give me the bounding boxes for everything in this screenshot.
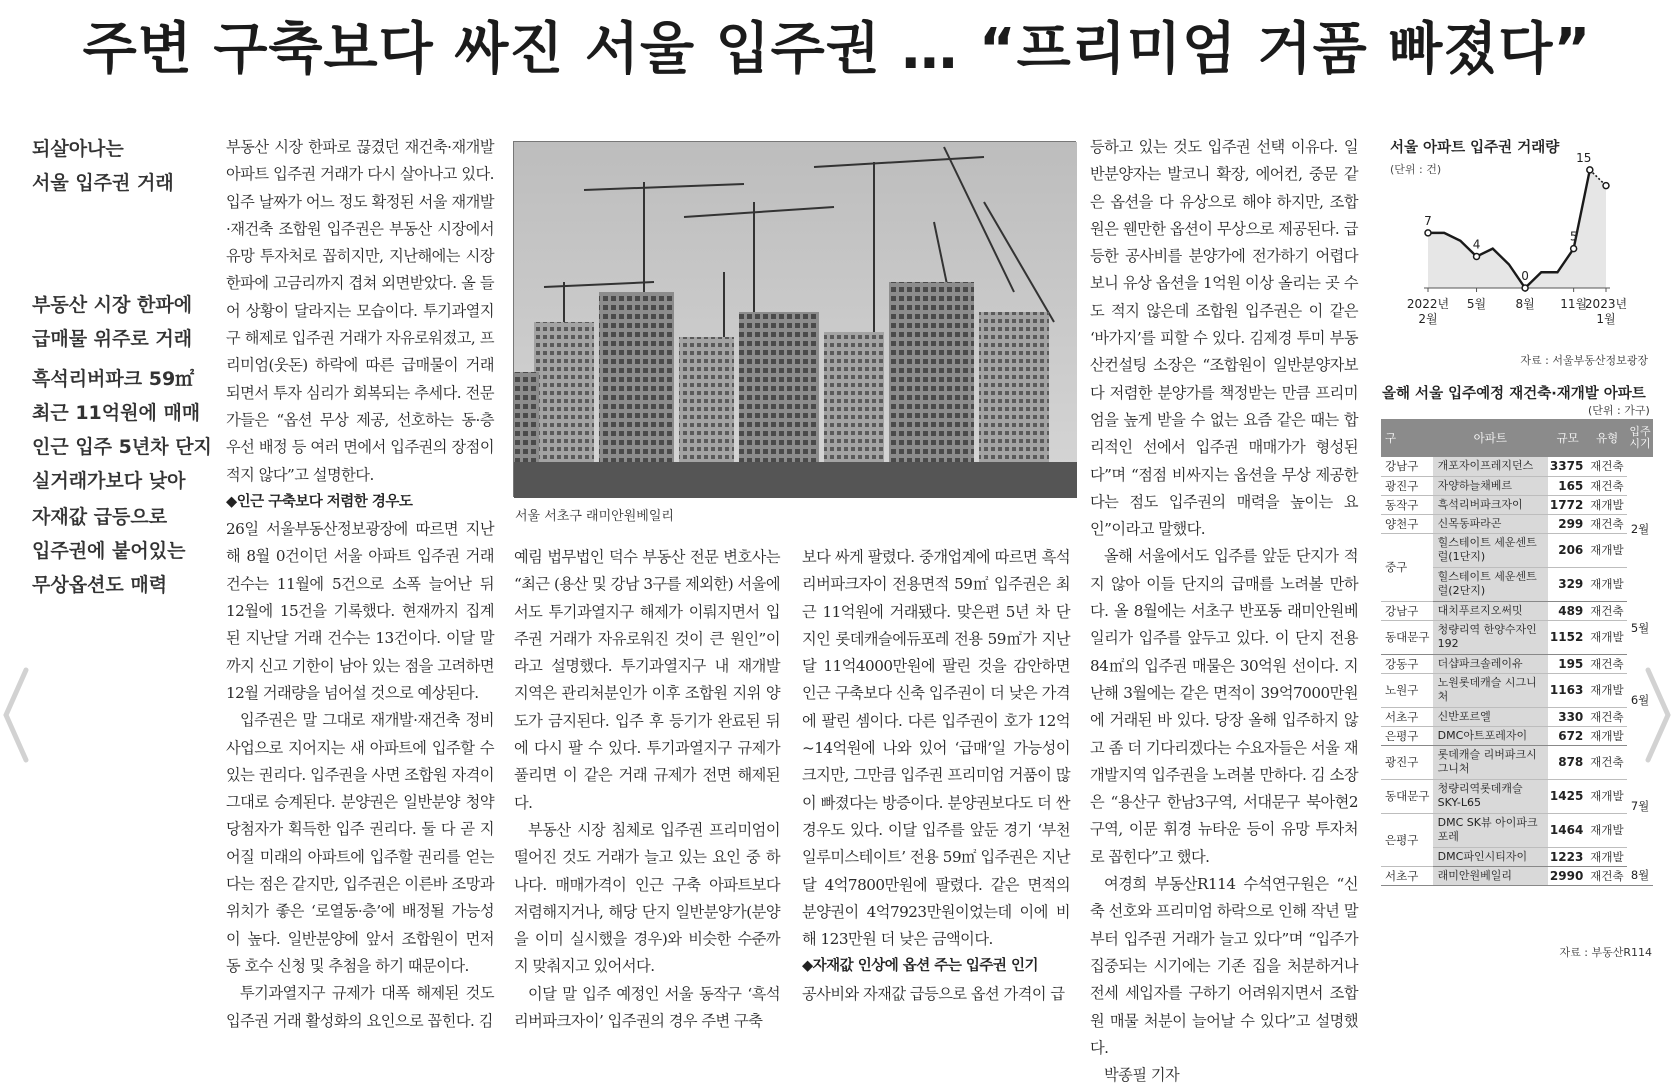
project-type-cell: 재개발 bbox=[1587, 847, 1627, 866]
project-type-cell: 재건축 bbox=[1587, 745, 1627, 779]
sidebar-line: 무상옵션도 매력 bbox=[32, 574, 168, 596]
article-paragraph: 보다 싸게 팔렸다. 중개업계에 따르면 흑석리버파크자이 전용면적 59㎡ 입주권은 최근 11억원에 거래됐다. 맞은편 5년 차 단지인 롯데캐슬에듀포레 전용 59㎡가 지난달 11억4000만원에 팔린 것을 감안하면 인근 구축보다 신축 입주권이 더 낮은 가격에 팔린 셈이다. 다른 입주권이 호가 12억~14억원에 나와 있어 ‘급매’일 가능성이 크지만, 그만큼 입주권 프리미엄 거품이 많이 빠졌다는 방증이다. 분양권보다도 더 싼 경우도 있다. 이달 입주를 앞둔 경기 ‘부천일루미스테이트’ 전용 59㎡ 입주권은 지난달 4억7800만원에 팔렸다. 같은 면적의 분양권이 4억7923만원이었는데 이에 비해 123만원 더 낮은 금액이다. bbox=[802, 548, 1070, 949]
x-tick-label: 1월 bbox=[1596, 312, 1616, 326]
apartment-name-cell: DMC아트포레자이 bbox=[1433, 726, 1548, 745]
sidebar-line: 되살아나는 bbox=[32, 138, 124, 160]
sidebar-line: 부동산 시장 한파에 bbox=[32, 294, 193, 316]
article-subheading: ◆자재값 인상에 옵션 주는 입주권 인기 bbox=[802, 958, 1038, 975]
household-count-cell: 1464 bbox=[1548, 813, 1587, 847]
apartment-name-cell: 청량리역롯데캐슬 SKY-L65 bbox=[1433, 779, 1548, 813]
byline: 박종필 기자 bbox=[1104, 1066, 1180, 1085]
next-arrow-icon[interactable] bbox=[1644, 660, 1674, 770]
trade-volume-chart bbox=[1382, 136, 1652, 376]
table-header-row bbox=[1381, 419, 1653, 457]
table-row bbox=[1381, 745, 1653, 779]
household-count-cell: 299 bbox=[1548, 514, 1587, 533]
household-count-cell: 206 bbox=[1548, 533, 1587, 567]
district-cell: 노원구 bbox=[1381, 673, 1433, 707]
chart-source: 자료 : 서울부동산정보광장 bbox=[1520, 354, 1648, 367]
project-type-cell: 재건축 bbox=[1587, 654, 1627, 673]
move-in-month-cell: 7월 bbox=[1630, 798, 1650, 813]
project-type-cell: 재개발 bbox=[1587, 779, 1627, 813]
table-row bbox=[1381, 601, 1653, 620]
district-cell: 서초구 bbox=[1381, 866, 1433, 885]
project-type-cell: 재개발 bbox=[1587, 620, 1627, 654]
apartment-name-cell: 노원롯데캐슬 시그니처 bbox=[1433, 673, 1548, 707]
household-count-cell: 1772 bbox=[1548, 495, 1587, 514]
article-paragraph: 예림 법무법인 덕수 부동산 전문 변호사는 “최근 (용산 및 강남 3구를 제외한) 서울에서도 투기과열지구 해제가 이뤄지면서 입주권 거래가 자유로워진 것이 큰 원인”이라고 설명했다. 투기과열지구 내 재개발 지역은 관리처분인가 이후 조합원 지위 양도가 금지된다. 입주 후 등기가 완료된 뒤에 다시 팔 수 있다. 투기과열지구 규제가 풀리면 이 같은 거래 규제가 전면 해제된다. bbox=[514, 548, 780, 812]
apartment-name-cell: 개포자이프레지던스 bbox=[1433, 457, 1548, 476]
household-count-cell: 329 bbox=[1548, 567, 1587, 601]
project-type-cell: 재개발 bbox=[1587, 813, 1627, 847]
data-point bbox=[1587, 167, 1593, 173]
table-row bbox=[1381, 726, 1653, 745]
article-column-1 bbox=[226, 134, 494, 1030]
apartment-name-cell: 신목동파라곤 bbox=[1433, 514, 1548, 533]
household-count-cell: 1163 bbox=[1548, 673, 1587, 707]
table-row bbox=[1381, 707, 1653, 726]
apartment-name-cell: 더샵파크솔레이유 bbox=[1433, 654, 1548, 673]
sidebar-line: 인근 입주 5년차 단지 bbox=[32, 436, 212, 458]
article-column-4 bbox=[1090, 134, 1358, 1085]
x-tick-label: 11월 bbox=[1560, 297, 1588, 311]
apartment-name-cell: 신반포르엘 bbox=[1433, 707, 1548, 726]
apartment-name-cell: 롯데캐슬 리버파크시그니처 bbox=[1433, 745, 1548, 779]
sidebar-line: 자재값 급등으로 bbox=[32, 506, 168, 528]
district-cell: 광진구 bbox=[1381, 745, 1433, 779]
article-paragraph: 부동산 시장 침체로 입주권 프리미엄이 떨어진 것도 거래가 늘고 있는 요인 중 하나다. 매매가격이 인근 구축 아파트보다 저렴해지거나, 해당 단지 일반분양가(분양을 이미 실시했을 경우)와 비슷한 수준까지 맞춰지고 있어서다. bbox=[514, 820, 780, 976]
chart-unit: (단위 : 건) bbox=[1390, 163, 1442, 176]
household-count-cell: 1152 bbox=[1548, 620, 1587, 654]
article-paragraph: 입주권은 말 그대로 재개발·재건축 정비사업으로 지어지는 새 아파트에 입주할 수 있는 권리다. 입주권을 사면 조합원 자격이 그대로 승계된다. 분양권은 일반분양 청약 당첨자가 획득한 입주 권리다. 둘 다 곧 지어질 미래의 아파트에 입주할 권리를 얻는다는 점은 같지만, 입주권은 이른바 조망과 위치가 좋은 ‘로열동·층’에 배정될 가능성이 높다. 일반분양에 앞서 조합원이 먼저 동 호수 신청 및 추첨을 하기 때문이다. bbox=[226, 711, 494, 975]
table-row bbox=[1381, 495, 1653, 514]
table-row bbox=[1381, 514, 1653, 533]
apartment-table bbox=[1381, 419, 1653, 886]
project-type-cell: 재건축 bbox=[1587, 457, 1627, 476]
project-type-cell: 재건축 bbox=[1587, 866, 1627, 885]
data-label: 15 bbox=[1576, 150, 1592, 165]
article-paragraph: 투기과열지구 규제가 대폭 해제된 것도 입주권 거래 활성화의 요인으로 꼽힌다. 김 bbox=[226, 984, 494, 1030]
household-count-cell: 672 bbox=[1548, 726, 1587, 745]
project-type-cell: 재개발 bbox=[1587, 726, 1627, 745]
table-header-cell: 유형 bbox=[1587, 419, 1627, 457]
district-cell: 서초구 bbox=[1381, 707, 1433, 726]
household-count-cell: 2990 bbox=[1548, 866, 1587, 885]
district-cell: 강남구 bbox=[1381, 601, 1433, 620]
district-cell: 중구 bbox=[1381, 533, 1433, 601]
apartment-name-cell: 흑석리버파크자이 bbox=[1433, 495, 1548, 514]
district-cell: 동작구 bbox=[1381, 495, 1433, 514]
sidebar-line: 최근 11억원에 매매 bbox=[32, 402, 201, 424]
apartment-name-cell: 청량리역 한양수자인192 bbox=[1433, 620, 1548, 654]
sidebar-group-2 bbox=[32, 288, 202, 356]
sidebar-line: 입주권에 붙어있는 bbox=[32, 540, 186, 562]
table-row bbox=[1381, 779, 1653, 813]
article-paragraph: 26일 서울부동산정보광장에 따르면 지난해 8월 0건이던 서울 아파트 입주권 거래 건수는 11월에 5건으로 소폭 늘어난 뒤 12월에 15건을 기록했다. 현재까지 집계된 지난달 거래 건수는 13건이다. 이달 말까지 신고 기한이 남아 있는 점을 고려하면 12월 거래량을 넘어설 것으로 예상된다. bbox=[226, 520, 494, 702]
apartment-name-cell: 힐스테이트 세운센트럴(2단지) bbox=[1433, 567, 1548, 601]
table-row bbox=[1381, 476, 1653, 495]
household-count-cell: 1425 bbox=[1548, 779, 1587, 813]
photo-caption: 서울 서초구 래미안원베일리 bbox=[515, 509, 674, 524]
household-count-cell: 489 bbox=[1548, 601, 1587, 620]
move-in-month-cell: 8월 bbox=[1627, 866, 1653, 885]
article-paragraph: 이달 말 입주 예정인 서울 동작구 ‘흑석리버파크자이’ 입주권의 경우 주변 구축 bbox=[514, 984, 780, 1031]
chart-area-fill bbox=[1428, 170, 1606, 288]
apartment-name-cell: DMC SK뷰 아이파크포레 bbox=[1433, 813, 1548, 847]
article-paragraph: 부동산 시장 한파로 끊겼던 재건축·재개발 아파트 입주권 거래가 다시 살아나고 있다. 입주 날짜가 어느 정도 확정된 서울 재개발·재건축 조합원 입주권은 부동산 시장에서 유망 투자처로 꼽히지만, 지난해에는 시장 한파에 고금리까지 겹쳐 외면받았다. 올 들어 상황이 달라지는 모습이다. 투기과열지구 해제로 입주권 거래가 자유로워졌고, 프리미엄(웃돈) 하락에 따른 급매물이 거래되면서 투자 심리가 회복되는 추세다. 전문가들은 “옵션 무상 제공, 선호하는 동·층 우선 배정 등 여러 면에서 입주권의 장점이 적지 않다”고 설명한다. bbox=[226, 138, 494, 484]
sidebar-group-1 bbox=[32, 132, 202, 200]
headline: 주변 구축보다 싸진 서울 입주권 … “프리미엄 거품 빠졌다” bbox=[82, 17, 1592, 82]
article-column-2 bbox=[514, 544, 780, 1031]
project-type-cell: 재건축 bbox=[1587, 514, 1627, 533]
table-row bbox=[1381, 813, 1653, 847]
table-row bbox=[1381, 654, 1653, 673]
sidebar-line: 서울 입주권 거래 bbox=[32, 172, 174, 194]
table-header-cell: 아파트 bbox=[1433, 419, 1548, 457]
previous-arrow-icon[interactable] bbox=[0, 660, 30, 770]
data-label: 7 bbox=[1424, 213, 1432, 228]
household-count-cell: 1223 bbox=[1548, 847, 1587, 866]
district-cell: 양천구 bbox=[1381, 514, 1433, 533]
district-cell: 은평구 bbox=[1381, 726, 1433, 745]
data-point bbox=[1474, 254, 1480, 260]
apartment-name-cell: 힐스테이트 세운센트럴(1단지) bbox=[1433, 533, 1548, 567]
data-point bbox=[1603, 183, 1609, 189]
sidebar-group-4 bbox=[32, 500, 202, 602]
move-in-month-cell: 2월 bbox=[1630, 522, 1650, 536]
table-unit: (단위 : 가구) bbox=[1588, 404, 1650, 417]
move-in-month-cell: 6월 bbox=[1630, 692, 1650, 707]
table-row bbox=[1381, 866, 1653, 885]
table-source: 자료 : 부동산R114 bbox=[1559, 946, 1652, 959]
household-count-cell: 878 bbox=[1548, 745, 1587, 779]
sidebar-line: 급매물 위주로 거래 bbox=[32, 328, 193, 350]
apartment-name-cell: DMC파인시티자이 bbox=[1433, 847, 1548, 866]
x-tick-label: 2022년 bbox=[1406, 297, 1450, 311]
table-row bbox=[1381, 457, 1653, 476]
article-subheading: ◆인근 구축보다 저렴한 경우도 bbox=[226, 493, 413, 510]
household-count-cell: 3375 bbox=[1548, 457, 1587, 476]
district-cell: 강동구 bbox=[1381, 654, 1433, 673]
data-point bbox=[1425, 230, 1431, 236]
table-header-cell: 입주 시기 bbox=[1627, 419, 1653, 457]
table-header-cell: 구 bbox=[1381, 419, 1433, 457]
project-type-cell: 재건축 bbox=[1587, 707, 1627, 726]
article-column-3 bbox=[802, 544, 1070, 1003]
household-count-cell: 195 bbox=[1548, 654, 1587, 673]
district-cell: 동대문구 bbox=[1381, 620, 1433, 654]
article-photo bbox=[513, 141, 1076, 497]
table-header-cell: 규모 bbox=[1548, 419, 1587, 457]
apartment-name-cell: 자양하늘채베르 bbox=[1433, 476, 1548, 495]
table-title: 올해 서울 입주예정 재건축·재개발 아파트 bbox=[1382, 386, 1646, 402]
x-tick-label: 8월 bbox=[1515, 297, 1535, 311]
project-type-cell: 재건축 bbox=[1587, 601, 1627, 620]
district-cell: 동대문구 bbox=[1381, 779, 1433, 813]
sidebar-line: 실거래가보다 낮아 bbox=[32, 470, 186, 492]
article-paragraph: 올해 서울에서도 입주를 앞둔 단지가 적지 않아 이들 단지의 급매를 노려볼 만하다. 올 8월에는 서초구 반포동 래미안원베일리가 입주를 앞두고 있다. 이 단지 전용 84㎡의 입주권 매물은 30억원 선이다. 지난해 3월에는 같은 면적이 39억7000만원에 거래된 바 있다. 당장 올해 입주하지 않고 좀 더 기다리겠다는 수요자들은 서울 재개발지역 입주권을 노려볼 만하다. 김 소장은 “용산구 한남3구역, 서대문구 북아현2구역, 이문 휘경 뉴타운 등이 유망 투자처로 꼽힌다”고 했다. bbox=[1090, 547, 1358, 866]
table-row bbox=[1381, 673, 1653, 707]
data-label: 5 bbox=[1569, 229, 1578, 244]
apartment-name-cell: 래미안원베일리 bbox=[1433, 866, 1548, 885]
household-count-cell: 330 bbox=[1548, 707, 1587, 726]
x-tick-label: 2023년 bbox=[1584, 297, 1628, 311]
data-label: 4 bbox=[1472, 237, 1481, 252]
household-count-cell: 165 bbox=[1548, 476, 1587, 495]
article-paragraph: 여경희 부동산R114 수석연구원은 “신축 선호와 프리미엄 하락으로 인해 작년 말부터 입주권 거래가 늘고 있다”며 “입주가 집중되는 시기에는 기존 집을 처분하거나 전세 세입자를 구하기 어려워지면서 조합원 매물 처분이 늘어날 수 있다”고 설명했다. bbox=[1090, 875, 1358, 1057]
district-cell: 강남구 bbox=[1381, 457, 1433, 476]
construction-photo-illustration bbox=[514, 142, 1077, 498]
apartment-name-cell: 대치푸르지오써밋 bbox=[1433, 601, 1548, 620]
article-paragraph: 공사비와 자재값 급등으로 옵션 가격이 급 bbox=[802, 984, 1065, 1003]
table-row bbox=[1381, 620, 1653, 654]
project-type-cell: 재개발 bbox=[1587, 533, 1627, 567]
project-type-cell: 재개발 bbox=[1587, 673, 1627, 707]
project-type-cell: 재개발 bbox=[1587, 567, 1627, 601]
x-tick-label: 5월 bbox=[1466, 297, 1487, 311]
sidebar-group-3 bbox=[32, 362, 212, 498]
move-in-month-cell: 5월 bbox=[1630, 620, 1650, 635]
x-tick-label: 2월 bbox=[1418, 312, 1438, 326]
project-type-cell: 재개발 bbox=[1587, 495, 1627, 514]
data-point bbox=[1571, 246, 1577, 252]
project-type-cell: 재건축 bbox=[1587, 476, 1627, 495]
data-label: 0 bbox=[1521, 269, 1529, 283]
article-paragraph: 등하고 있는 것도 입주권 선택 이유다. 일반분양자는 발코니 확장, 에어컨, 중문 같은 옵션을 다 유상으로 해야 하지만, 조합원은 웬만한 옵션이 무상으로 제공된다. 급등한 공사비를 분양가에 전가하기 어렵다 보니 유상 옵션을 1억원 이상 올리는 곳 수도 적지 않은데 조합원 입주권은 이 같은 ‘바가지’를 피할 수 있다. 김제경 투미 부동산컨설팅 소장은 “조합원이 일반분양자보다 저렴한 분양가를 책정받는 만큼 프리미엄을 높게 받을 수 없는 요즘 같은 때는 합리적인 선에서 입주권 매매가가 형성된다”며 “점점 비싸지는 옵션을 무상 제공한다는 점도 입주권의 매력을 높이는 요인”이라고 말했다. bbox=[1090, 138, 1358, 539]
sidebar-line: 흑석리버파크 59㎡ bbox=[32, 368, 195, 390]
data-point bbox=[1522, 285, 1528, 291]
district-cell: 광진구 bbox=[1381, 476, 1433, 495]
table-row bbox=[1381, 533, 1653, 567]
chart-title: 서울 아파트 입주권 거래량 bbox=[1390, 140, 1560, 156]
district-cell: 은평구 bbox=[1381, 813, 1433, 866]
